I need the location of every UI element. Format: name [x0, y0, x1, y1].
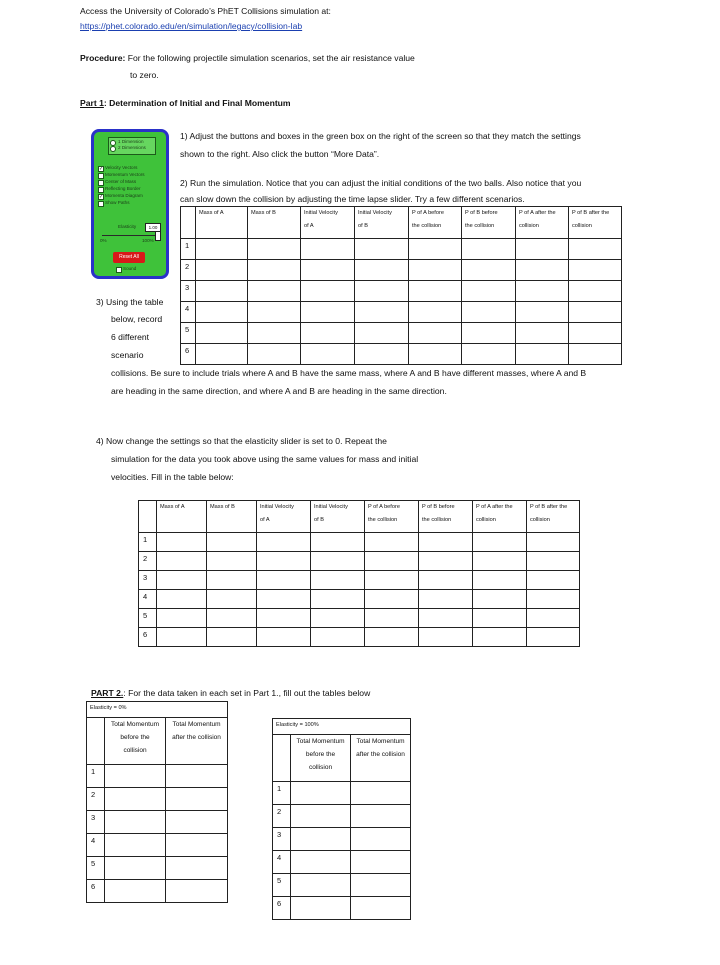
elasticity-slider-knob[interactable]	[155, 231, 161, 241]
table-row	[139, 552, 580, 571]
table-row	[181, 344, 622, 365]
part2-text: : For the data taken in each set in Part 1., fill out the tables below	[123, 688, 371, 698]
table-row	[139, 571, 580, 590]
table-row	[181, 281, 622, 302]
opt3-checkbox[interactable]	[98, 180, 104, 186]
row-number: 3	[181, 281, 196, 302]
opt5-checkbox[interactable]: ✓	[99, 194, 104, 200]
table2-header: P of B after the collision	[527, 501, 580, 533]
table-row	[273, 828, 411, 851]
opt3-label: Center of Mass	[105, 179, 137, 184]
row-number: 3	[87, 811, 105, 834]
opt6-checkbox[interactable]	[98, 201, 104, 207]
table4-header-row	[273, 735, 411, 782]
table2-header: P of A before the collision	[365, 501, 419, 533]
table2-momentum-inelastic	[138, 500, 580, 647]
part2-label: PART 2.	[91, 688, 124, 698]
table2-header: P of A after the collision	[473, 501, 527, 533]
table3-caption-row	[87, 702, 228, 718]
table2-header: P of B before the collision	[419, 501, 473, 533]
opt5-label: Momenta Diagram	[105, 193, 143, 198]
opt4-checkbox[interactable]	[98, 187, 104, 193]
step4-line2: simulation for the data you took above using the same values for mass and initial	[111, 454, 419, 464]
step3-line6: are heading in the same direction, and where A and B are heading in the same direction.	[111, 386, 447, 396]
table4-caption: Elasticity = 100%	[273, 719, 411, 735]
row-number: 5	[273, 874, 291, 897]
table1-header: Initial Velocity of A	[301, 207, 355, 239]
procedure-label: Procedure:	[80, 53, 126, 63]
table-row	[273, 897, 411, 920]
step3-line4: scenario	[111, 350, 144, 360]
table-row	[87, 880, 228, 903]
opt2-label: Momentum Vectors	[105, 172, 145, 177]
phet-control-panel	[91, 129, 169, 279]
step3-line2: below, record	[111, 314, 163, 324]
row-number: 1	[181, 239, 196, 260]
procedure-text-cont: to zero.	[130, 70, 159, 80]
step4-line3: velocities. Fill in the table below:	[111, 472, 234, 482]
opt6-label: Show Paths	[105, 200, 130, 205]
row-number: 3	[139, 571, 157, 590]
table2-header-row	[139, 501, 580, 533]
step2-line2: can slow down the collision by adjusting the time lapse slider. Try a few different scenarios.	[180, 194, 525, 204]
step4-line1: 4) Now change the settings so that the elasticity slider is set to 0. Repeat the	[96, 436, 387, 446]
opt2-checkbox[interactable]	[98, 173, 104, 179]
table-row	[273, 805, 411, 828]
table-row	[139, 628, 580, 647]
table1-header: Mass of A	[196, 207, 248, 239]
step3-line5: collisions. Be sure to include trials where A and B have the same mass, where A and B have different masses, where A and B	[111, 368, 587, 378]
table3-corner	[87, 718, 105, 765]
reset-all-button[interactable]: Reset All	[113, 252, 145, 263]
table1-header: P of A after the collision	[516, 207, 569, 239]
table1-header: P of A before the collision	[409, 207, 462, 239]
elasticity-label: Elasticity	[118, 224, 137, 229]
step2-line1: 2) Run the simulation. Notice that you can adjust the initial conditions of the two balls. Also notice that you	[180, 178, 582, 188]
table2-header: Mass of B	[207, 501, 257, 533]
part1-label: Part 1	[80, 98, 104, 108]
row-number: 6	[87, 880, 105, 903]
table-row	[87, 834, 228, 857]
table-row	[139, 590, 580, 609]
elasticity-value[interactable]: 1.00	[145, 223, 161, 232]
step3-line1: 3) Using the table	[96, 297, 164, 307]
table2-corner	[139, 501, 157, 533]
table-row	[273, 851, 411, 874]
table4-header-before: Total Momentum before the collision	[291, 735, 351, 782]
row-number: 4	[181, 302, 196, 323]
row-number: 2	[139, 552, 157, 571]
table4-header-after: Total Momentum after the collision	[351, 735, 411, 782]
table-row	[181, 260, 622, 281]
table-row	[273, 782, 411, 805]
row-number: 5	[181, 323, 196, 344]
simulation-link[interactable]: https://phet.colorado.edu/en/simulation/legacy/collision-lab	[80, 21, 303, 31]
procedure-text: For the following projectile simulation scenarios, set the air resistance value	[127, 53, 415, 63]
table1-header: P of B before the collision	[462, 207, 516, 239]
opt4-label: Reflecting Border	[105, 186, 141, 191]
row-number: 2	[273, 805, 291, 828]
table1-header-row	[181, 207, 622, 239]
row-number: 2	[87, 788, 105, 811]
table-row	[87, 788, 228, 811]
dim2-radio[interactable]	[110, 146, 116, 152]
row-number: 5	[139, 609, 157, 628]
step1-line1: 1) Adjust the buttons and boxes in the green box on the right of the screen so that they match the settings	[180, 131, 581, 141]
table4-elasticity-100	[272, 718, 411, 920]
row-number: 4	[139, 590, 157, 609]
table3-caption: Elasticity = 0%	[87, 702, 228, 718]
table-row	[273, 874, 411, 897]
table-row	[87, 857, 228, 880]
row-number: 6	[139, 628, 157, 647]
intro-text: Access the University of Colorado’s PhET Collisions simulation at:	[80, 6, 331, 16]
elasticity-min: 0%	[100, 238, 107, 243]
elasticity-slider-track[interactable]	[102, 235, 160, 236]
step1-line2: shown to the right. Also click the button “More Data”.	[180, 149, 380, 159]
table1-header: Mass of B	[248, 207, 301, 239]
table2-header: Mass of A	[157, 501, 207, 533]
row-number: 3	[273, 828, 291, 851]
table2-header: Initial Velocity of A	[257, 501, 311, 533]
step3-line3: 6 different	[111, 332, 150, 342]
table-row	[181, 323, 622, 344]
row-number: 4	[273, 851, 291, 874]
table1-corner	[181, 207, 196, 239]
part1-heading	[80, 94, 291, 112]
row-number: 1	[139, 533, 157, 552]
dim1-label: 1 Dimension	[118, 139, 144, 144]
dim2-label: 2 Dimensions	[118, 145, 146, 150]
opt1-checkbox[interactable]: ✓	[99, 166, 104, 172]
row-number: 6	[181, 344, 196, 365]
table-row	[139, 609, 580, 628]
part1-title: : Determination of Initial and Final Momentum	[103, 98, 291, 108]
row-number: 2	[181, 260, 196, 281]
sound-label: Sound	[123, 266, 137, 271]
opt1-label: Velocity Vectors	[105, 165, 138, 170]
sound-checkbox[interactable]	[116, 267, 122, 273]
table-row	[181, 239, 622, 260]
row-number: 6	[273, 897, 291, 920]
table3-header-after: Total Momentum after the collision	[166, 718, 228, 765]
part2-heading	[91, 684, 370, 702]
table1-header: P of B after the collision	[569, 207, 622, 239]
table4-corner	[273, 735, 291, 782]
table3-header-row	[87, 718, 228, 765]
table4-caption-row	[273, 719, 411, 735]
table1-header: Initial Velocity of B	[355, 207, 409, 239]
table2-header: Initial Velocity of B	[311, 501, 365, 533]
row-number: 5	[87, 857, 105, 880]
table3-elasticity-0	[86, 701, 228, 903]
row-number: 1	[273, 782, 291, 805]
table3-header-before: Total Momentum before the collision	[105, 718, 166, 765]
table-row	[87, 765, 228, 788]
table-row	[139, 533, 580, 552]
elasticity-max: 100%	[142, 238, 154, 243]
table-row	[87, 811, 228, 834]
table-row	[181, 302, 622, 323]
table1-momentum-elastic	[180, 206, 622, 365]
row-number: 1	[87, 765, 105, 788]
procedure-line	[80, 49, 415, 67]
row-number: 4	[87, 834, 105, 857]
